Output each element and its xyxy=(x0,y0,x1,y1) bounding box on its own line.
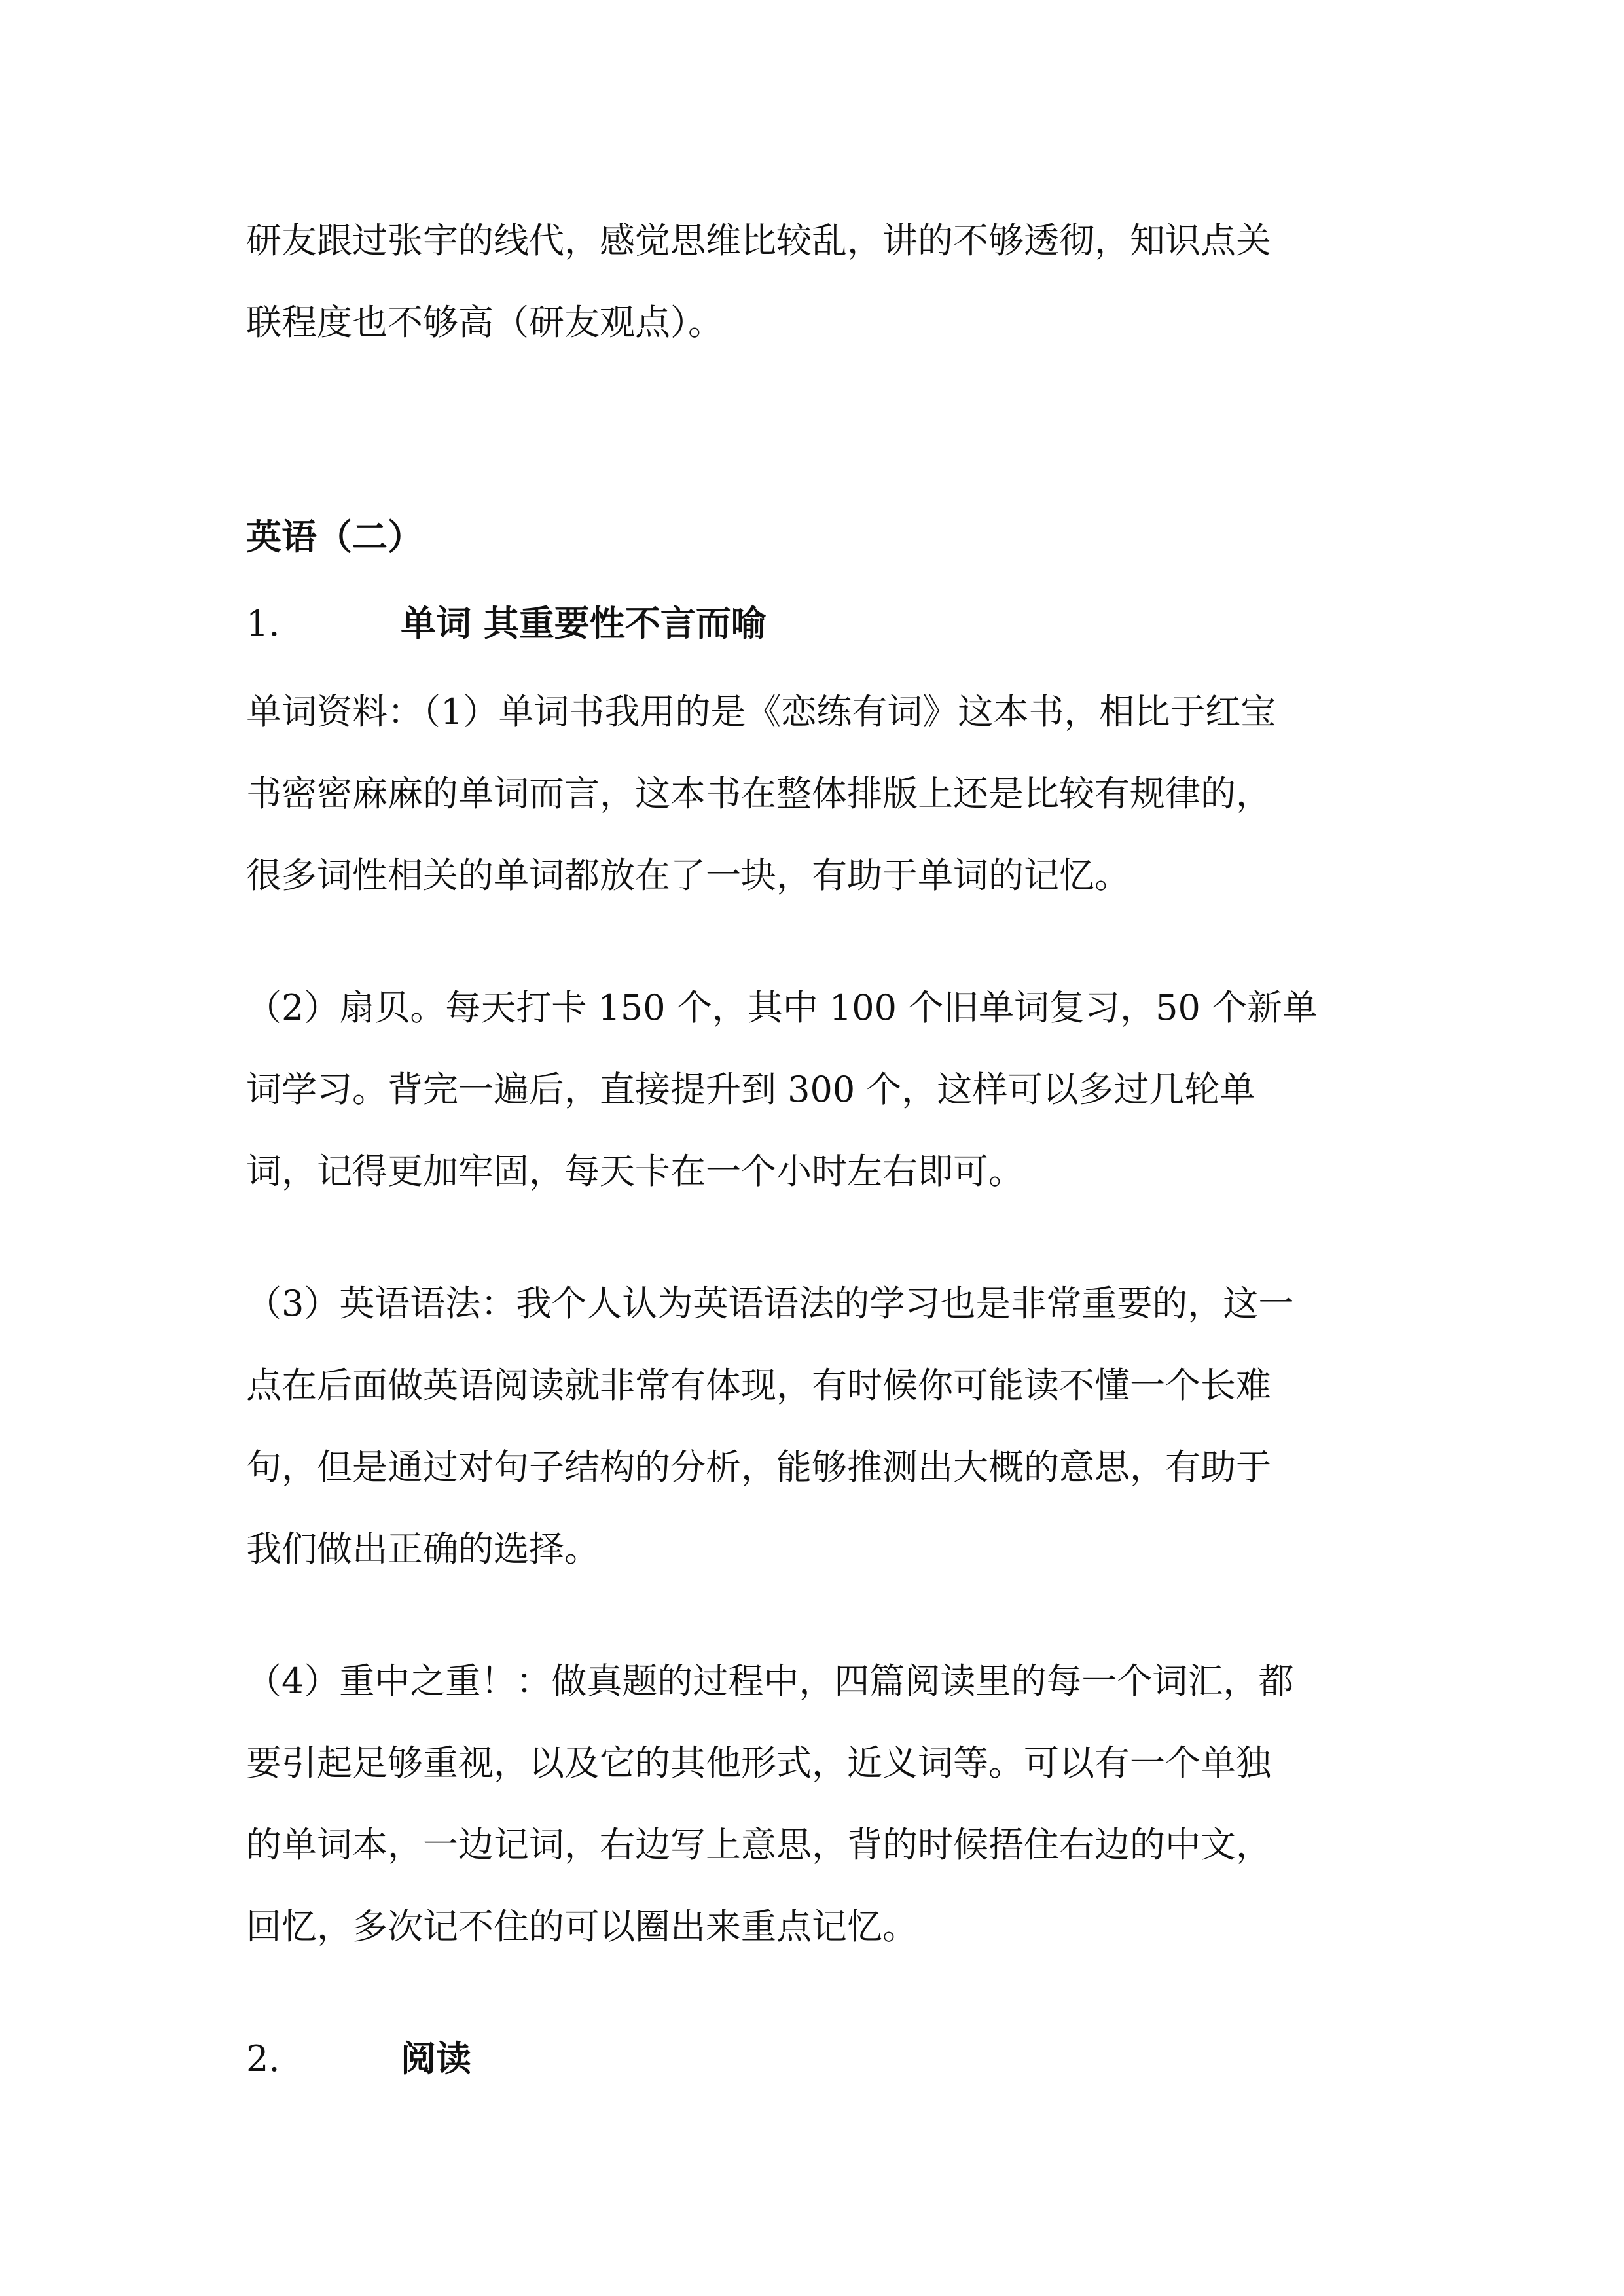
paragraph-1-line: 很多词性相关的单词都放在了一块，有助于单词的记忆。 xyxy=(246,855,1130,896)
paragraph-2-line: （2）扇贝。每天打卡 150 个，其中 100 个旧单词复习，50 个新单 xyxy=(246,987,1318,1028)
paragraph-2-line: 词学习。背完一遍后，直接提升到 300 个，这样可以多过几轮单 xyxy=(246,1069,1255,1110)
paragraph-3-line: 我们做出正确的选择。 xyxy=(246,1528,600,1570)
intro-line-1: 研友跟过张宇的线代，感觉思维比较乱，讲的不够透彻，知识点关 xyxy=(246,220,1271,261)
heading-2-number: 2. xyxy=(246,2038,280,2079)
paragraph-1-line: 书密密麻麻的单词而言，这本书在整体排版上还是比较有规律的， xyxy=(246,773,1271,814)
paragraph-4-line: （4）重中之重！：做真题的过程中，四篇阅读里的每一个词汇，都 xyxy=(246,1660,1294,1702)
intro-line-2: 联程度也不够高（研友观点）。 xyxy=(246,302,723,343)
heading-1-number: 1. xyxy=(246,603,280,644)
paragraph-4-line: 的单词本，一边记词，右边写上意思，背的时候捂住右边的中文， xyxy=(246,1824,1271,1865)
paragraph-4-line: 回忆，多次记不住的可以圈出来重点记忆。 xyxy=(246,1906,918,1947)
heading-2-title: 阅读 xyxy=(401,2038,471,2079)
paragraph-3-line: （3）英语语法：我个人认为英语语法的学习也是非常重要的，这一 xyxy=(246,1283,1294,1324)
paragraph-2-line: 词，记得更加牢固，每天卡在一个小时左右即可。 xyxy=(246,1151,1024,1192)
heading-1-title: 单词 其重要性不言而喻 xyxy=(401,603,767,644)
paragraph-1-line: 单词资料：（1）单词书我用的是《恋练有词》这本书，相比于红宝 xyxy=(246,691,1276,732)
paragraph-3-line: 句，但是通过对句子结构的分析，能够推测出大概的意思，有助于 xyxy=(246,1446,1271,1488)
paragraph-3-line: 点在后面做英语阅读就非常有体现，有时候你可能读不懂一个长难 xyxy=(246,1365,1271,1406)
paragraph-4-line: 要引起足够重视，以及它的其他形式，近义词等。可以有一个单独 xyxy=(246,1742,1271,1784)
section-title: 英语（二） xyxy=(246,516,423,558)
